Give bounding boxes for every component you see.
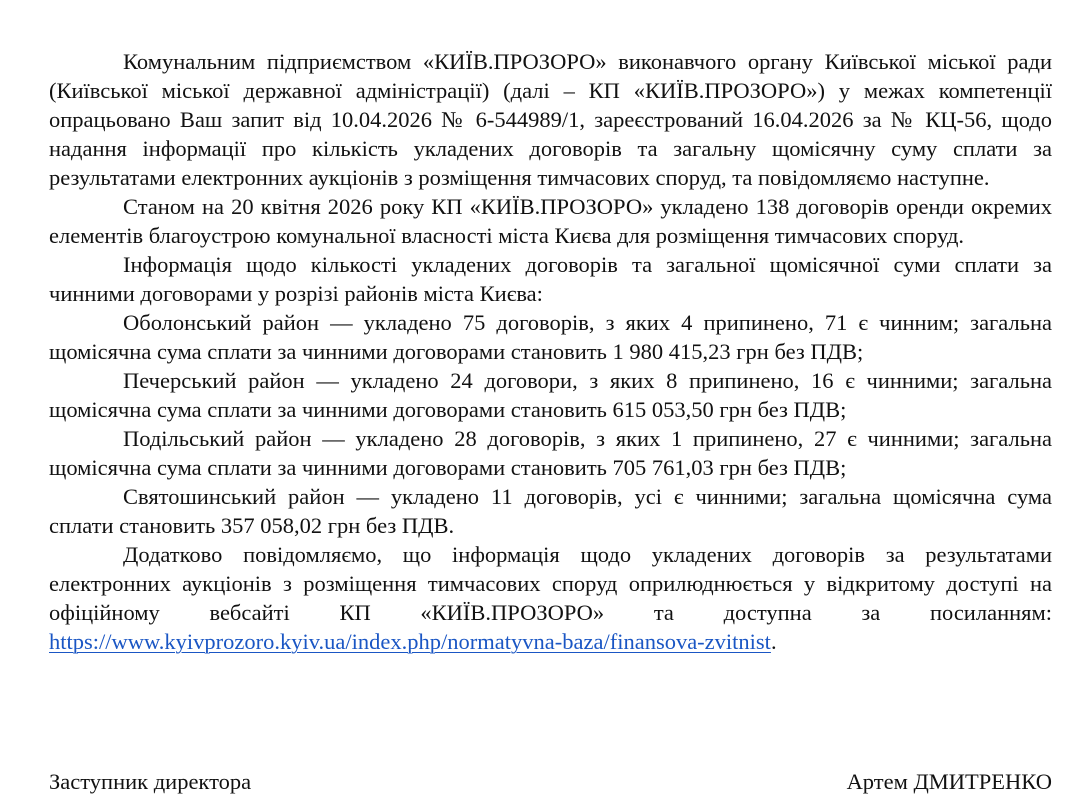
district-obolonskyi: Оболонський район — укладено 75 договорів, з яких 4 припинено, 71 є чинним; загальна щомісячна сума сплати за чинними договорами становить 1 980 415,23 грн без ПДВ; [49, 310, 1052, 364]
district-pecherskyi: Печерський район — укладено 24 договори, з яких 8 припинено, 16 є чинними; загальна щомісячна сума сплати за чинними договорами становить 615 053,50 грн без ПДВ; [49, 368, 1052, 422]
link-suffix: . [770, 629, 777, 654]
signatory-position: Заступник директора [49, 769, 252, 794]
signature-block [49, 767, 1052, 796]
contracts-total-paragraph: Станом на 20 квітня 2026 року КП «КИЇВ.ПРОЗОРО» укладено 138 договорів оренди окремих елементів благоустрою комунальної власності міста Києва для розміщення тимчасових споруд. [49, 194, 1052, 248]
district-info-intro: Інформація щодо кількості укладених договорів та загальної щомісячної суми сплати за чинними договорами у розрізі районів міста Києва: [49, 252, 1052, 306]
final-paragraph [49, 540, 1052, 656]
letter-body [49, 47, 1052, 656]
signatory-name: Артем ДМИТРЕНКО [846, 769, 1052, 794]
report-link[interactable]: https://www.kyivprozoro.kyiv.ua/index.php/normatyvna-baza/finansova-zvitnist [49, 629, 771, 654]
final-paragraph-text: Додатково повідомляємо, що інформація щодо укладених договорів за результатами електронних аукціонів з розміщення тимчасових споруд оприлюднюється у відкритому доступі на офіційному вебсайті КП «КИЇВ.ПРОЗОРО» та доступна за посиланням: [49, 542, 1052, 625]
district-podilskyi: Подільський район — укладено 28 договорів, з яких 1 припинено, 27 є чинними; загальна щомісячна сума сплати за чинними договорами становить 705 761,03 грн без ПДВ; [49, 426, 1052, 480]
district-sviatoshynskyi: Святошинський район — укладено 11 договорів, усі є чинними; загальна щомісячна сума сплати становить 357 058,02 грн без ПДВ. [49, 484, 1052, 538]
intro-paragraph: Комунальним підприємством «КИЇВ.ПРОЗОРО» виконавчого органу Київської міської ради (Київської міської державної адміністрації) (далі – КП «КИЇВ.ПРОЗОРО») у межах компетенції опрацьовано Ваш запит від 10.04.2026 № 6-544989/1, зареєстрований 16.04.2026 за № КЦ-56, щодо надання інформації про кількість укладених договорів та загальну щомісячну суму сплати за результатами електронних аукціонів з розміщення тимчасових споруд, та повідомляємо наступне. [49, 49, 1052, 190]
